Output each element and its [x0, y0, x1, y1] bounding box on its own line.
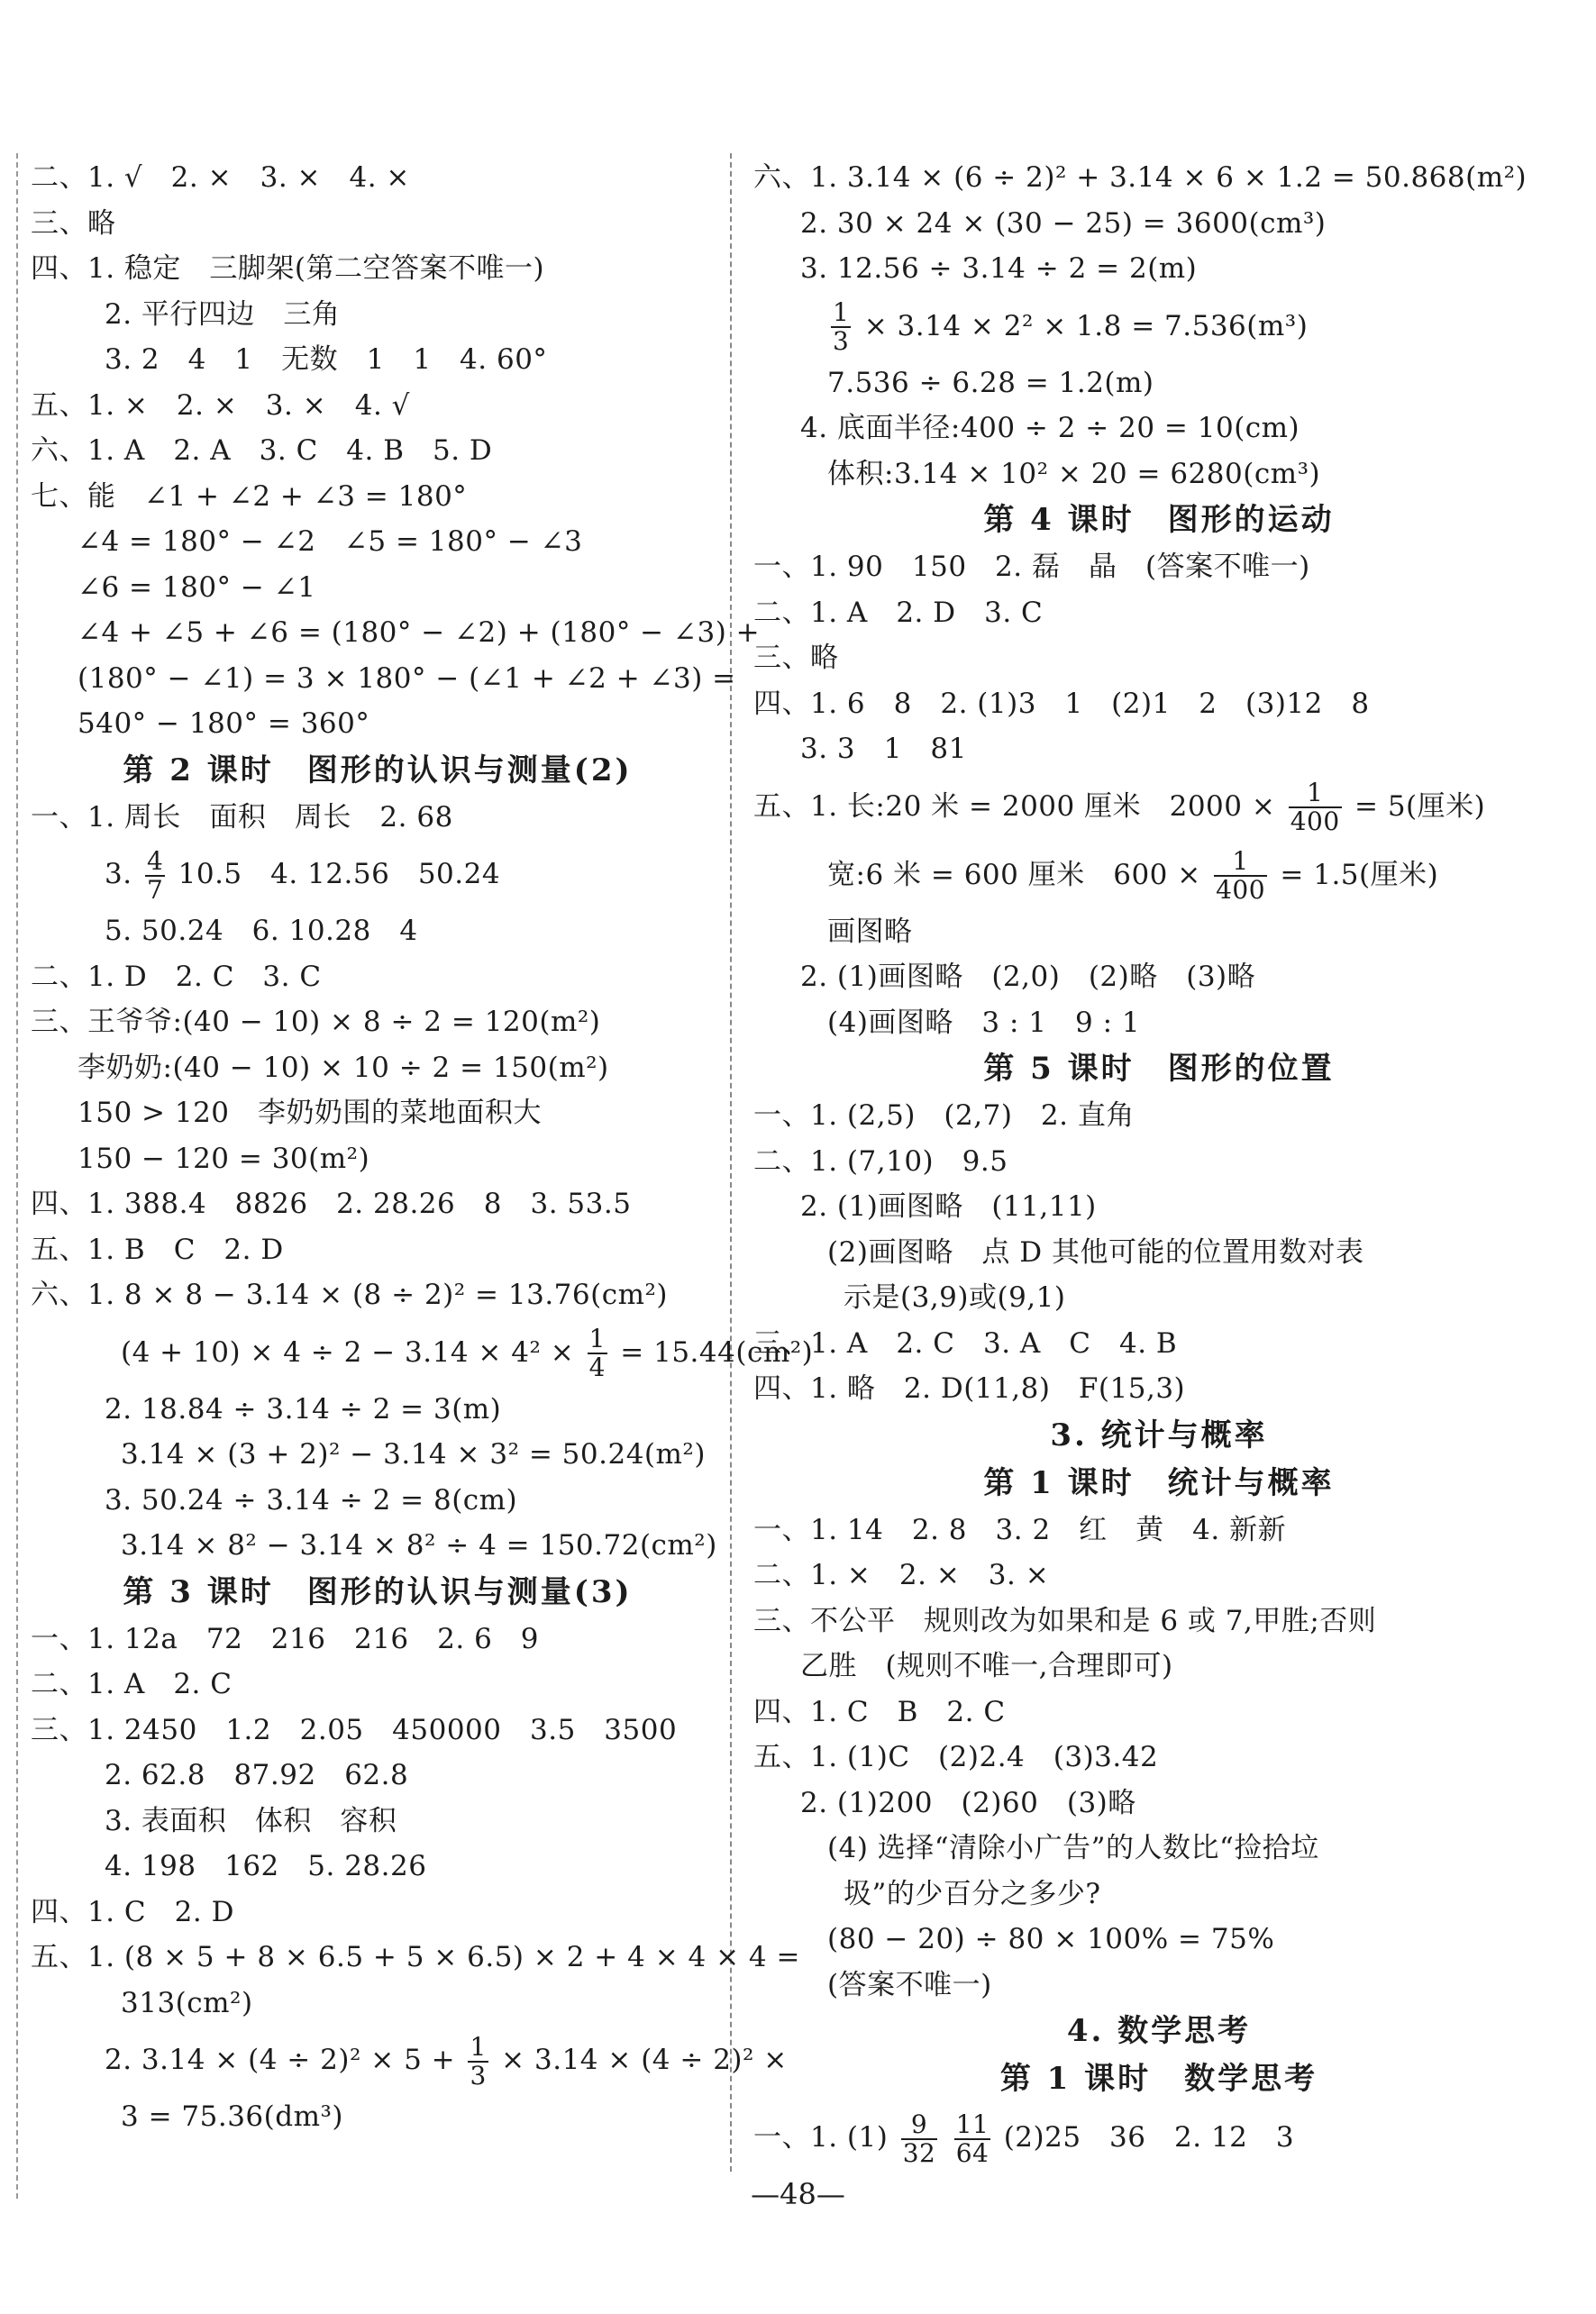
answer-text: × 3.14 × (4 ÷ 2)² × — [501, 2044, 788, 2076]
answer-line: ∠4 = 180° − ∠2 ∠5 = 180° − ∠3 — [78, 525, 583, 558]
numerator: 1 — [1214, 848, 1267, 877]
answer-line: 3. 50.24 ÷ 3.14 ÷ 2 = 8(cm) — [105, 1483, 518, 1517]
lesson-heading: 第 3 课时 图形的认识与测量(3) — [123, 1573, 633, 1610]
answer-line: 2. 平行四边 三角 — [105, 297, 341, 331]
numerator: 1 — [833, 297, 850, 327]
answer-line: 540° − 180° = 360° — [78, 707, 370, 740]
lesson-heading: 第 2 课时 图形的认识与测量(2) — [123, 752, 633, 788]
numerator: 4 — [146, 845, 164, 876]
answer-line: 150 > 120 李奶奶围的菜地面积大 — [78, 1097, 543, 1129]
answer-line: 四、1. C 2. D — [31, 1895, 234, 1928]
answer-line: 示是(3,9)或(9,1) — [844, 1281, 1066, 1314]
lesson-heading: 第 5 课时 图形的位置 — [983, 1051, 1335, 1087]
answer-line: 二、1. A 2. D 3. C — [753, 596, 1044, 629]
denominator: 7 — [146, 874, 164, 905]
unit-heading: 3. 统计与概率 — [1050, 1417, 1268, 1453]
answer-line: 二、1. × 2. × 3. × — [753, 1559, 1050, 1591]
numerator: 11 — [955, 2109, 990, 2139]
answer-line — [31, 1318, 814, 1387]
answer-text: 宽:6 米 = 600 厘米 600 × — [827, 858, 1201, 891]
answer-line — [753, 772, 1564, 841]
answer-text: 10.5 4. 12.56 50.24 — [178, 858, 501, 890]
answer-line: 3. 3 1 81 — [800, 733, 967, 765]
answer-line: 7.536 ÷ 6.28 = 1.2(m) — [827, 366, 1154, 399]
answer-line: 五、1. (1)C (2)2.4 (3)3.42 — [753, 1741, 1159, 1773]
answer-line: (2)画图略 点 D 其他可能的位置用数对表 — [827, 1235, 1364, 1269]
answer-line: 3. 12.56 ÷ 3.14 ÷ 2 = 2(m) — [800, 252, 1198, 285]
answer-line: 150 − 120 = 30(m²) — [78, 1142, 370, 1175]
answer-line: 一、1. 90 150 2. 磊 晶 (答案不唯一) — [753, 551, 1310, 583]
right-column — [753, 155, 1564, 2172]
answer-line: 二、1. √ 2. × 3. × 4. × — [31, 161, 410, 194]
answer-line: 画图略 — [827, 915, 913, 948]
answer-line: 5. 50.24 6. 10.28 4 — [105, 915, 418, 947]
lesson-heading: 第 1 课时 数学思考 — [999, 2061, 1318, 2097]
numerator: 9 — [901, 2111, 938, 2140]
answer-line: 三、王爷爷:(40 − 10) × 8 ÷ 2 = 120(m²) — [31, 1006, 601, 1038]
answer-text: 3. — [105, 858, 132, 890]
lesson-heading: 第 1 课时 统计与概率 — [983, 1464, 1335, 1501]
answer-line: 一、1. (2,5) (2,7) 2. 直角 — [753, 1099, 1135, 1132]
answer-line: 李奶奶:(40 − 10) × 10 ÷ 2 = 150(m²) — [78, 1051, 609, 1084]
answer-line — [31, 840, 725, 908]
answer-text: = 1.5(厘米) — [1280, 858, 1439, 891]
fraction — [588, 1326, 607, 1381]
answer-line: 3.14 × 8² − 3.14 × 8² ÷ 4 = 150.72(cm²) — [121, 1529, 717, 1562]
denominator: 400 — [1216, 875, 1266, 905]
answer-line: 一、1. 14 2. 8 3. 2 红 黄 4. 新新 — [753, 1513, 1287, 1546]
answer-line: 3. 表面积 体积 容积 — [105, 1804, 397, 1837]
answer-line: ∠4 + ∠5 + ∠6 = (180° − ∠2) + (180° − ∠3) + — [78, 616, 761, 649]
answer-line: 四、1. 6 8 2. (1)3 1 (2)1 2 (3)12 8 — [753, 687, 1370, 720]
answer-line: (180° − ∠1) = 3 × 180° − (∠1 + ∠2 + ∠3) = — [78, 661, 736, 695]
answer-line: 三、1. A 2. C 3. A C 4. B — [753, 1326, 1178, 1360]
answer-line: 体积:3.14 × 10² × 20 = 6280(cm³) — [827, 457, 1321, 490]
answer-line: 四、1. C B 2. C — [753, 1695, 1006, 1728]
denominator: 32 — [902, 2137, 936, 2168]
answer-text: 2. 3.14 × (4 ÷ 2)² × 5 + — [105, 2044, 456, 2076]
answer-text: = 5(厘米) — [1354, 789, 1486, 823]
answer-text: 五、1. 长:20 米 = 2000 厘米 2000 × — [753, 789, 1276, 823]
answer-line: 二、1. (7,10) 9.5 — [753, 1144, 1008, 1178]
denominator: 64 — [955, 2137, 990, 2168]
answer-line: 2. (1)画图略 (11,11) — [800, 1190, 1097, 1223]
answer-line: 2. 18.84 ÷ 3.14 ÷ 2 = 3(m) — [105, 1392, 502, 1426]
numerator: 1 — [588, 1324, 606, 1353]
answer-line: 四、1. 388.4 8826 2. 28.26 8 3. 53.5 — [31, 1188, 632, 1220]
answer-line: 3 = 75.36(dm³) — [121, 2100, 344, 2133]
answer-text: × 3.14 × 2² × 1.8 = 7.536(m³) — [863, 309, 1309, 342]
answer-text: (2)25 36 2. 12 3 — [1003, 2121, 1295, 2154]
answer-line — [753, 841, 1564, 909]
answer-line: 3. 2 4 1 无数 1 1 4. 60° — [105, 343, 548, 376]
fraction — [468, 2031, 488, 2091]
fraction — [1289, 779, 1342, 835]
fraction — [954, 2111, 991, 2167]
column-divider — [730, 153, 732, 2172]
left-column — [31, 155, 814, 2140]
answer-line: 2. (1)200 (2)60 (3)略 — [800, 1786, 1136, 1819]
answer-line: ∠6 = 180° − ∠1 — [78, 570, 316, 604]
answer-text: (4 + 10) × 4 ÷ 2 − 3.14 × 4² × — [121, 1335, 575, 1369]
answer-line: 圾”的少百分之多少? — [844, 1877, 1101, 1910]
answer-line: 2. 30 × 24 × (30 − 25) = 3600(cm³) — [800, 206, 1327, 240]
answer-line: 2. (1)画图略 (2,0) (2)略 (3)略 — [800, 961, 1256, 993]
answer-line: 一、1. 12a 72 216 216 2. 6 9 — [31, 1622, 540, 1655]
answer-line: 一、1. 周长 面积 周长 2. 68 — [31, 800, 453, 834]
answer-text: 一、1. (1) — [753, 2121, 889, 2154]
answer-line: 4. 198 162 5. 28.26 — [105, 1850, 427, 1882]
answer-line: 乙胜 (规则不唯一,合理即可) — [800, 1650, 1173, 1682]
fraction — [831, 299, 851, 355]
unit-heading: 4. 数学思考 — [1066, 2013, 1252, 2049]
answer-line: 三、1. 2450 1.2 2.05 450000 3.5 3500 — [31, 1713, 678, 1746]
left-margin-line — [16, 153, 18, 2199]
lesson-heading: 第 4 课时 图形的运动 — [983, 502, 1335, 538]
answer-line: (80 − 20) ÷ 80 × 100% = 75% — [827, 1923, 1275, 1955]
denominator: 400 — [1290, 806, 1340, 836]
answer-line: 七、能 ∠1 + ∠2 + ∠3 = 180° — [31, 479, 468, 513]
denominator: 3 — [833, 326, 850, 356]
answer-line: 五、1. B C 2. D — [31, 1233, 284, 1266]
answer-line: 三、略 — [753, 642, 839, 674]
numerator: 1 — [470, 2031, 487, 2062]
answer-line: 五、1. × 2. × 3. × 4. √ — [31, 388, 410, 422]
fraction — [901, 2111, 938, 2167]
answer-line: 313(cm²) — [121, 1986, 253, 2019]
numerator: 1 — [1289, 779, 1342, 808]
answer-line: 五、1. (8 × 5 + 8 × 6.5 + 5 × 6.5) × 2 + 4 × 4 × 4 = — [31, 1941, 800, 1973]
answer-line: 六、1. 3.14 × (6 ÷ 2)² + 3.14 × 6 × 1.2 = 50.868(m²) — [753, 161, 1528, 194]
answer-line: 四、1. 稳定 三脚架(第二空答案不唯一) — [31, 252, 545, 285]
fraction — [1214, 848, 1267, 904]
answer-line: 四、1. 略 2. D(11,8) F(15,3) — [753, 1372, 1186, 1405]
answer-line: 3.14 × (3 + 2)² − 3.14 × 3² = 50.24(m²) — [121, 1438, 706, 1471]
answer-line: 4. 底面半径:400 ÷ 2 ÷ 20 = 10(cm) — [800, 412, 1300, 444]
answer-line: 六、1. A 2. A 3. C 4. B 5. D — [31, 434, 493, 467]
answer-line: (4) 选择“清除小广告”的人数比“捡拾垃 — [827, 1832, 1319, 1864]
answer-line — [753, 292, 1564, 360]
answer-line — [31, 2026, 788, 2094]
answer-line: 二、1. D 2. C 3. C — [31, 960, 322, 993]
top-margin — [0, 0, 1596, 135]
answer-line — [753, 2103, 1564, 2172]
answer-line: 二、1. A 2. C — [31, 1668, 233, 1700]
fraction — [145, 845, 165, 905]
answer-line: 三、不公平 规则改为如果和是 6 或 7,甲胜;否则 — [753, 1604, 1377, 1637]
answer-text: = 15.44(cm²) — [620, 1335, 814, 1369]
answer-line: (答案不唯一) — [827, 1968, 992, 2001]
denominator: 3 — [470, 2060, 487, 2091]
denominator: 4 — [588, 1353, 606, 1382]
page-number: —48— — [751, 2177, 845, 2211]
answer-line: 2. 62.8 87.92 62.8 — [105, 1759, 409, 1791]
answer-line: 三、略 — [31, 206, 116, 240]
answer-line: 六、1. 8 × 8 − 3.14 × (8 ÷ 2)² = 13.76(cm²) — [31, 1279, 668, 1311]
answer-line: (4)画图略 3 : 1 9 : 1 — [827, 1006, 1141, 1039]
